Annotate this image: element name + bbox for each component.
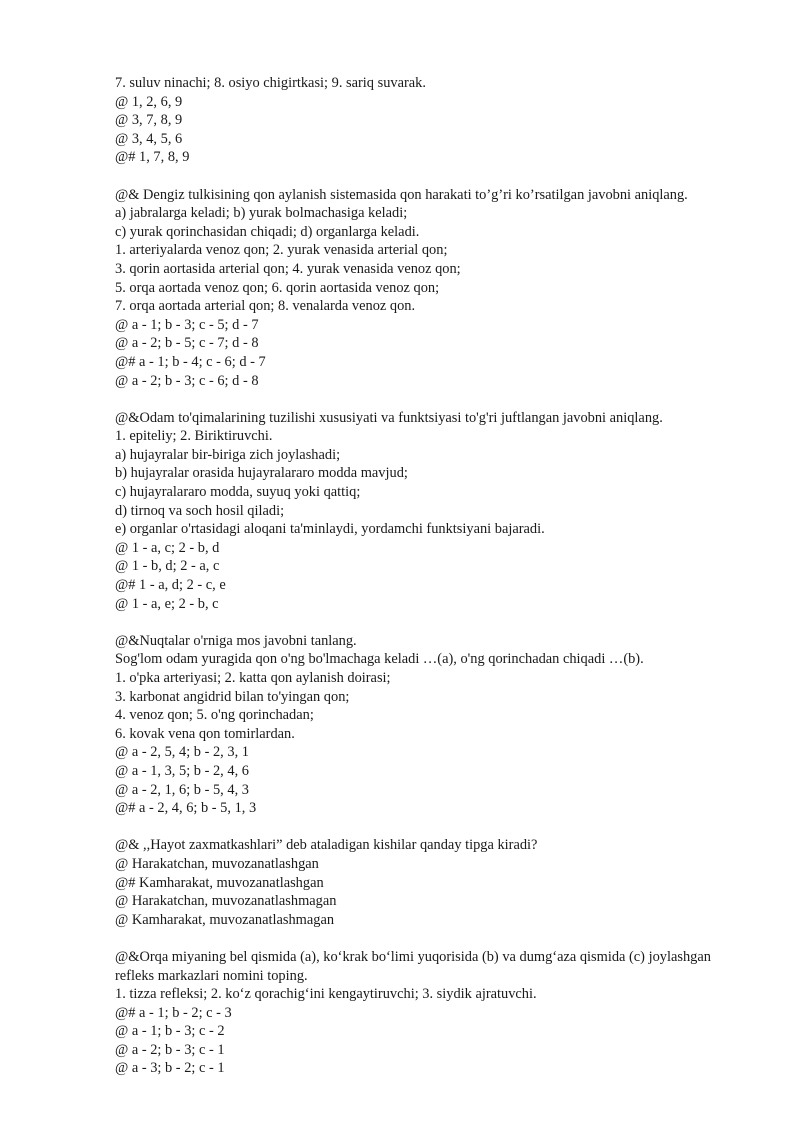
question-text: 7. orqa aortada arterial qon; 8. venalarda venoz qon. xyxy=(115,298,416,315)
answer-option: @ a - 1; b - 3; c - 5; d - 7 xyxy=(115,316,259,333)
question-text: 3. karbonat angidrid bilan to'yingan qon; xyxy=(115,688,350,705)
question-text: a) jabralarga keladi; b) yurak bolmachasiga keladi; xyxy=(115,205,408,222)
answer-option: @ a - 1, 3, 5; b - 2, 4, 6 xyxy=(115,762,249,779)
answer-option: @ 1 - a, c; 2 - b, d xyxy=(115,539,220,556)
question-text: @&Odam to'qimalarining tuzilishi xususiyati va funktsiyasi to'g'ri juftlangan javobni aniqlang. xyxy=(115,409,663,426)
answer-option: @ 3, 7, 8, 9 xyxy=(115,112,183,129)
question-block-1 xyxy=(115,74,755,167)
question-text: c) yurak qorinchasidan chiqadi; d) organlarga keladi. xyxy=(115,223,420,240)
question-text: 1. epiteliy; 2. Biriktiruvchi. xyxy=(115,428,273,445)
document-page xyxy=(115,74,755,1097)
question-block-5 xyxy=(115,836,755,929)
answer-option: @ a - 2; b - 3; c - 1 xyxy=(115,1041,225,1058)
question-text: 1. o'pka arteriyasi; 2. katta qon aylanish doirasi; xyxy=(115,670,391,686)
question-text: 7. suluv ninachi; 8. osiyo chigirtkasi; 9. sariq suvarak. xyxy=(115,75,426,91)
question-text: @&Nuqtalar o'rniga mos javobni tanlang. xyxy=(115,632,357,649)
answer-option: @ a - 1; b - 3; c - 2 xyxy=(115,1023,225,1040)
answer-option: @ 3, 4, 5, 6 xyxy=(115,130,183,147)
answer-option-correct: @# 1 - a, d; 2 - c, e xyxy=(115,577,226,594)
question-text: @& ,,Hayot zaxmatkashlari” deb ataladigan kishilar qanday tipga kiradi? xyxy=(115,837,538,854)
question-text: refleks markazlari nomini toping. xyxy=(115,967,308,984)
answer-option: @ Harakatchan, muvozanatlashmagan xyxy=(115,893,337,910)
answer-option-correct: @# a - 2, 4, 6; b - 5, 1, 3 xyxy=(115,800,257,817)
answer-option: @ a - 2; b - 3; c - 6; d - 8 xyxy=(115,372,259,389)
answer-option: @ a - 3; b - 2; c - 1 xyxy=(115,1060,225,1077)
answer-option-correct: @# Kamharakat, muvozanatlashgan xyxy=(115,874,324,891)
answer-option-correct: @# a - 1; b - 4; c - 6; d - 7 xyxy=(115,353,266,370)
answer-option: @ a - 2; b - 5; c - 7; d - 8 xyxy=(115,335,259,352)
question-text: Sog'lom odam yuragida qon o'ng bo'lmachaga keladi …(a), o'ng qorinchadan chiqadi …(b). xyxy=(115,651,644,668)
answer-option: @ Harakatchan, muvozanatlashgan xyxy=(115,855,319,872)
question-block-4 xyxy=(115,632,755,818)
question-text: @& Dengiz tulkisining qon aylanish sistemasida qon harakati to’g’ri ko’rsatilgan javobni aniqlang. xyxy=(115,186,688,203)
question-text: @&Orqa miyaning bel qismida (a), ko‘krak bo‘limi yuqorisida (b) va dumg‘aza qismida (c) joylashgan xyxy=(115,948,711,965)
answer-option-correct: @# a - 1; b - 2; c - 3 xyxy=(115,1004,232,1021)
answer-option-correct: @# 1, 7, 8, 9 xyxy=(115,149,190,166)
question-text: e) organlar o'rtasidagi aloqani ta'minlaydi, yordamchi funktsiyani bajaradi. xyxy=(115,521,545,538)
question-text: 4. venoz qon; 5. o'ng qorinchadan; xyxy=(115,707,314,724)
question-block-2 xyxy=(115,186,755,391)
question-text: 1. arteriyalarda venoz qon; 2. yurak venasida arterial qon; xyxy=(115,242,448,259)
question-text: d) tirnoq va soch hosil qiladi; xyxy=(115,502,285,519)
question-block-3 xyxy=(115,409,755,614)
question-text: 1. tizza refleksi; 2. ko‘z qorachig‘ini kengaytiruvchi; 3. siydik ajratuvchi. xyxy=(115,986,537,1003)
question-text: c) hujayralararo modda, suyuq yoki qattiq; xyxy=(115,484,361,501)
question-text: 3. qorin aortasida arterial qon; 4. yurak venasida venoz qon; xyxy=(115,260,461,277)
question-text: b) hujayralar orasida hujayralararo modda mavjud; xyxy=(115,465,408,482)
question-text: 6. kovak vena qon tomirlardan. xyxy=(115,725,295,742)
question-text: 5. orqa aortada venoz qon; 6. qorin aortasida venoz qon; xyxy=(115,279,440,296)
answer-option: @ a - 2, 1, 6; b - 5, 4, 3 xyxy=(115,781,249,798)
question-block-6 xyxy=(115,948,755,1078)
answer-option: @ Kamharakat, muvozanatlashmagan xyxy=(115,911,335,928)
answer-option: @ 1, 2, 6, 9 xyxy=(115,93,183,110)
answer-option: @ 1 - a, e; 2 - b, c xyxy=(115,595,219,612)
answer-option: @ a - 2, 5, 4; b - 2, 3, 1 xyxy=(115,744,249,761)
question-text: a) hujayralar bir-biriga zich joylashadi; xyxy=(115,446,341,463)
answer-option: @ 1 - b, d; 2 - a, c xyxy=(115,558,220,575)
